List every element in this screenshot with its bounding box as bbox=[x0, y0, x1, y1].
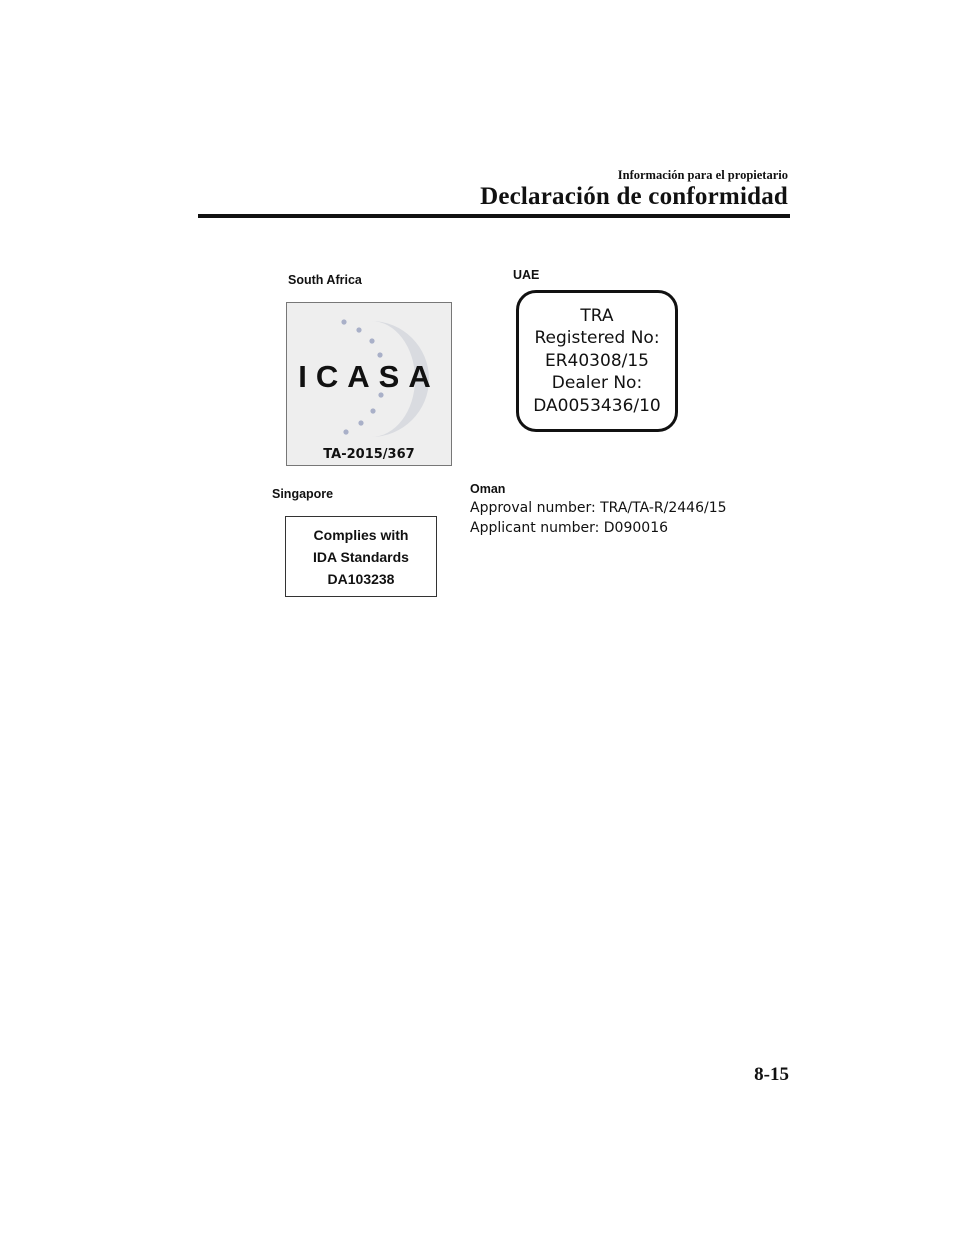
tra-line: TRA bbox=[580, 305, 614, 326]
icasa-logo-text: ICASA bbox=[298, 359, 440, 394]
tra-line: DA0053436/10 bbox=[533, 395, 661, 416]
tra-line: ER40308/15 bbox=[545, 350, 649, 371]
south-africa-label: South Africa bbox=[288, 273, 362, 287]
oman-applicant-number: Applicant number: D090016 bbox=[470, 520, 669, 536]
tra-line: Dealer No: bbox=[551, 373, 643, 394]
ida-line: IDA Standards bbox=[313, 548, 409, 565]
uae-label: UAE bbox=[513, 268, 540, 282]
singapore-label: Singapore bbox=[272, 487, 334, 501]
header-divider bbox=[198, 214, 790, 218]
ida-line: DA103238 bbox=[327, 570, 395, 587]
page-title: Declaración de conformidad bbox=[480, 183, 788, 210]
icasa-logo-graphic bbox=[287, 303, 451, 465]
icasa-certification-logo bbox=[286, 302, 452, 466]
icasa-approval-number: TA-2015/367 bbox=[323, 447, 415, 462]
oman-label: Oman bbox=[470, 482, 506, 496]
tra-registration-label bbox=[516, 290, 678, 432]
tra-line: Registered No: bbox=[534, 328, 660, 349]
oman-approval-number: Approval number: TRA/TA-R/2446/15 bbox=[470, 500, 727, 516]
ida-line: Complies with bbox=[313, 526, 409, 543]
header-subtitle: Información para el propietario bbox=[617, 168, 788, 182]
ida-compliance-label bbox=[285, 516, 437, 597]
page-number: 8-15 bbox=[754, 1064, 789, 1085]
